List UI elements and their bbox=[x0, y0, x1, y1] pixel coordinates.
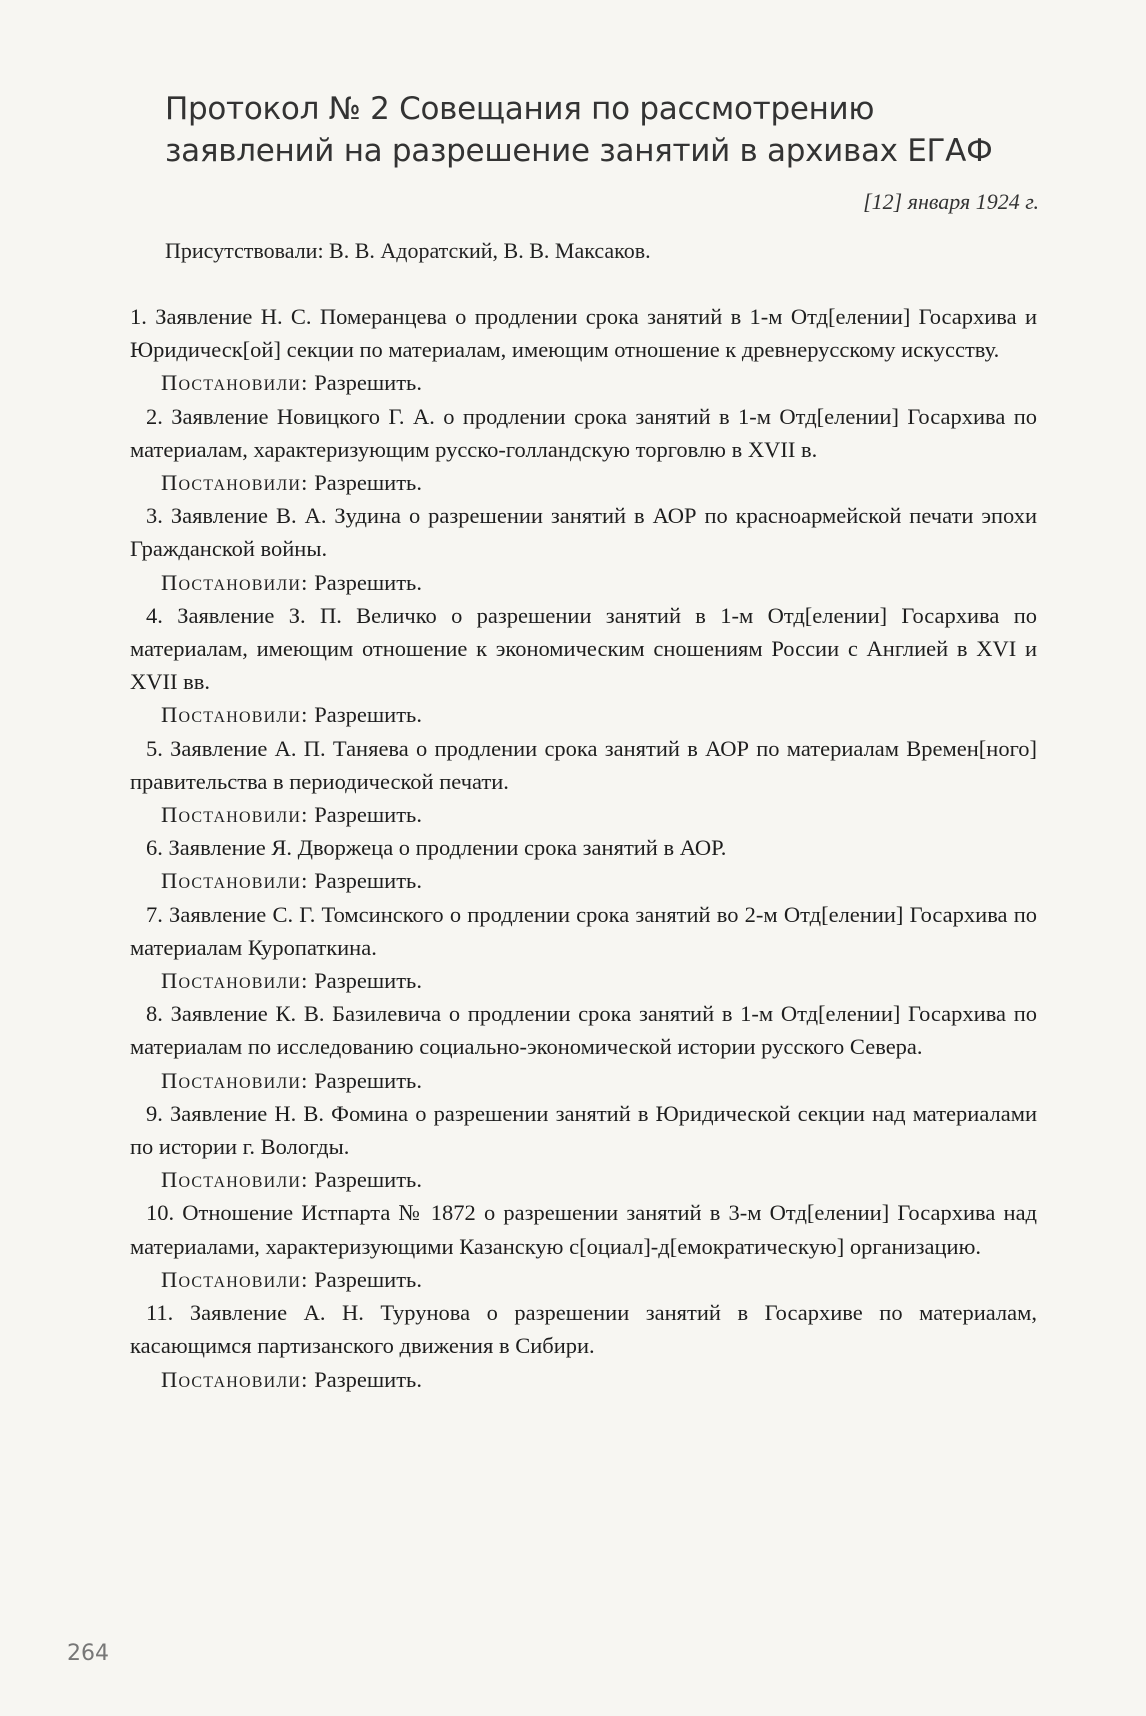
resolution-label: Постановили: bbox=[161, 968, 309, 994]
resolution bbox=[130, 698, 1037, 731]
resolution bbox=[130, 1064, 1037, 1097]
item-text: 2. Заявление Новицкого Г. А. о продлении срока занятий в 1-м Отд[елении] Госархива по материалам, характеризующим русско-голландскую торговлю в XVII в. bbox=[130, 403, 1037, 462]
title-line-2: заявлений на разрешение занятий в архивах ЕГАФ bbox=[165, 133, 993, 169]
resolution-value: Разрешить. bbox=[314, 470, 422, 496]
resolution-value: Разрешить. bbox=[314, 1067, 422, 1093]
resolution bbox=[130, 864, 1037, 897]
resolution-label: Постановили: bbox=[161, 802, 309, 828]
item-text: 3. Заявление В. А. Зудина о разрешении занятий в АОР по красноармейской печати эпохи Гражданской войны. bbox=[130, 503, 1037, 562]
item-text: 10. Отношение Истпарта № 1872 о разрешении занятий в 3-м Отд[елении] Госархива над материалами, характеризующими Казанскую с[оциал]-д[емократическую] организацию. bbox=[130, 1200, 1037, 1259]
attendees-line: Присутствовали: В. В. Адоратский, В. В. Максаков. bbox=[165, 238, 651, 263]
resolution-label: Постановили: bbox=[161, 1266, 309, 1292]
resolution-label: Постановили: bbox=[161, 868, 309, 894]
resolution bbox=[130, 798, 1037, 831]
resolution bbox=[130, 1163, 1037, 1196]
protocol-item bbox=[130, 499, 1037, 599]
item-text: 5. Заявление А. П. Таняева о продлении срока занятий в АОР по материалам Времен[ного] правительства в периодической печати. bbox=[130, 735, 1037, 794]
item-text: 8. Заявление К. В. Базилевича о продлении срока занятий в 1-м Отд[елении] Госархива по материалам по исследованию социально-экономической истории русского Севера. bbox=[130, 1001, 1037, 1060]
protocol-item bbox=[130, 997, 1037, 1097]
resolution-value: Разрешить. bbox=[314, 802, 422, 828]
item-text: 9. Заявление Н. В. Фомина о разрешении занятий в Юридической секции над материалами по истории г. Вологды. bbox=[130, 1100, 1037, 1160]
item-text: 1. Заявление Н. С. Померанцева о продлении срока занятий в 1-м Отд[елении] Госархива и Юридическ[ой] секции по материалам, имеющим отношение к древнерусскому искусству. bbox=[130, 304, 1037, 363]
page-number: 264 bbox=[67, 1641, 109, 1666]
resolution-value: Разрешить. bbox=[314, 1266, 422, 1292]
document-date: [12] января 1924 г. bbox=[863, 189, 1039, 214]
resolution bbox=[130, 566, 1037, 599]
resolution bbox=[130, 964, 1037, 997]
item-text: 11. Заявление А. Н. Турунова о разрешении занятий в Госархиве по материалам, касающимся партизанского движения в Сибири. bbox=[130, 1300, 1037, 1359]
item-text: 6. Заявление Я. Дворжеца о продлении срока занятий в АОР. bbox=[146, 835, 727, 861]
resolution-label: Постановили: bbox=[161, 1366, 309, 1392]
item-text: 4. Заявление З. П. Величко о разрешении занятий в 1-м Отд[елении] Госархива по материалам, имеющим отношение к экономическим сношениям России с Англией в XVI и XVII вв. bbox=[130, 602, 1037, 695]
resolution-value: Разрешить. bbox=[314, 702, 422, 728]
resolution-value: Разрешить. bbox=[314, 370, 422, 396]
resolution bbox=[130, 1363, 1037, 1396]
protocol-item bbox=[130, 300, 1037, 400]
resolution-value: Разрешить. bbox=[314, 1366, 422, 1392]
resolution-label: Постановили: bbox=[161, 470, 309, 496]
resolution-label: Постановили: bbox=[161, 1067, 309, 1093]
protocol-item bbox=[130, 400, 1037, 500]
resolution bbox=[130, 1263, 1037, 1296]
protocol-item bbox=[130, 732, 1037, 832]
protocol-item bbox=[130, 1196, 1037, 1296]
resolution-label: Постановили: bbox=[161, 569, 309, 595]
resolution-value: Разрешить. bbox=[314, 968, 422, 994]
protocol-item bbox=[130, 898, 1037, 998]
protocol-item bbox=[130, 1296, 1037, 1396]
resolution-value: Разрешить. bbox=[314, 868, 422, 894]
resolution-value: Разрешить. bbox=[314, 569, 422, 595]
protocol-item bbox=[130, 831, 1037, 897]
title-line-1: Протокол № 2 Совещания по рассмотрению bbox=[165, 91, 875, 127]
resolution-value: Разрешить. bbox=[314, 1167, 422, 1193]
resolution-label: Постановили: bbox=[161, 702, 309, 728]
protocol-item bbox=[130, 599, 1037, 732]
resolution-label: Постановили: bbox=[161, 1167, 309, 1193]
resolution bbox=[130, 366, 1037, 399]
item-text: 7. Заявление С. Г. Томсинского о продлении срока занятий во 2-м Отд[елении] Госархива по материалам Куропаткина. bbox=[130, 901, 1037, 960]
protocol-body bbox=[130, 300, 1037, 1396]
resolution bbox=[130, 466, 1037, 499]
resolution-label: Постановили: bbox=[161, 370, 309, 396]
protocol-item bbox=[130, 1097, 1037, 1197]
page-title bbox=[165, 88, 1045, 172]
